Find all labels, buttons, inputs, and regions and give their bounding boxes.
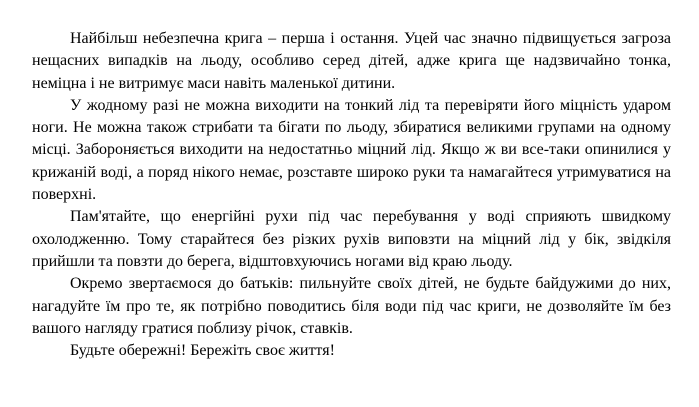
paragraph-thin-ice-rules: У жодному разі не можна виходити на тонкий лід та перевіряти його міцність ударом ноги. Не можна також стрибати та бігати по льоду, збиратися великими групами на одному місці. Забороняється виходити на недостатньо міцний лід. Якщо ж ви все-таки опинилися у крижаній воді, а поряд нікого немає, розставте широко руки та намагайтеся утримуватися на поверхні. xyxy=(32,96,671,204)
paragraph-danger-ice: Найбільш небезпечна крига – перша і остання. Уцей час значно підвищується загроза нещасних випадків на льоду, особливо серед дітей, адже крига ще надзвичайно тонка, неміцна і не витримує маси навіть маленької дитини. xyxy=(32,30,671,92)
paragraph-parents-appeal: Окремо звертаємося до батьків: пильнуйте своїх дітей, не будьте байдужими до них, нагадуйте їм про те, як потрібно поводитись біля води під час криги, не дозволяйте їм без вашого нагляду гратися поблизу річок, ставків. xyxy=(32,275,671,337)
paragraph-energetic-movements: Пам'ятайте, що енергійні рухи під час перебування у воді сприяють швидкому охолодженню. Тому старайтеся без різких рухів виповзти на міцний лід у бік, звідкіля прийшли та повзти до берега, відштовхуючись ногами від краю льоду. xyxy=(32,208,671,270)
paragraph-be-careful: Будьте обережні! Бережіть своє життя! xyxy=(70,342,335,360)
